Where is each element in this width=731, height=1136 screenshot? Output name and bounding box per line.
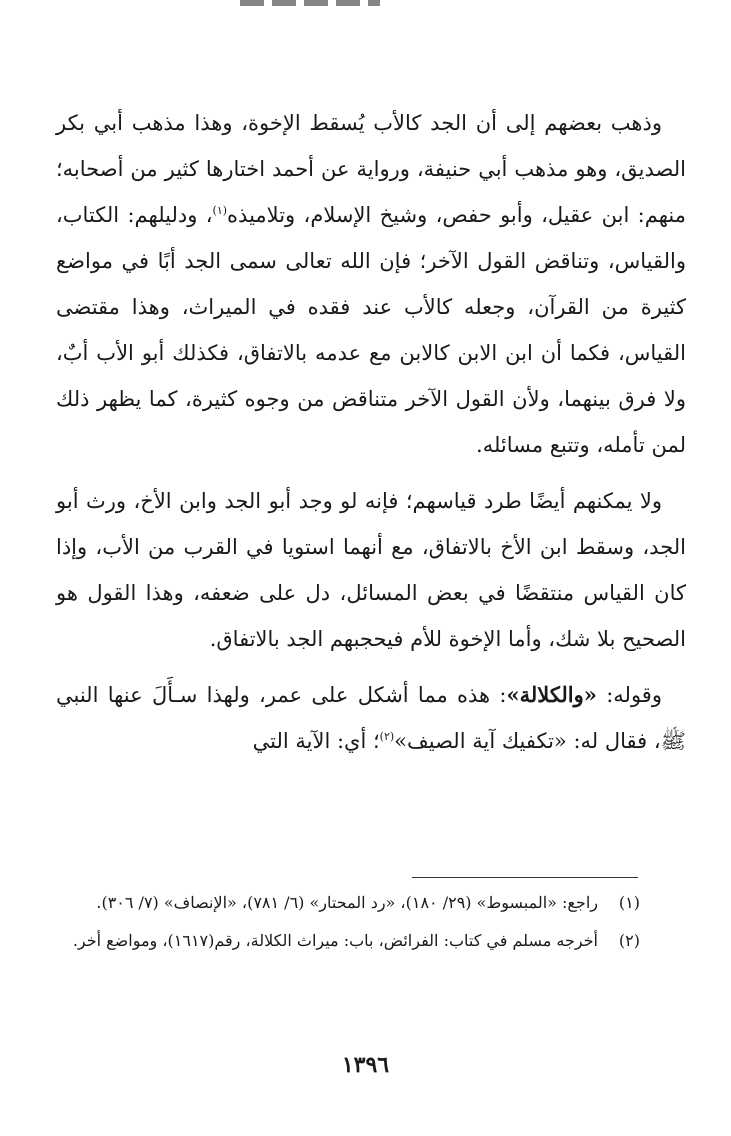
paragraph-2: ولا يمكنهم أيضًا طرد قياسهم؛ فإنه لو وجد أبو الجد وابن الأخ، ورث أبو الجد، وسقط ابن الأخ بالاتفاق، مع أنهما استويا في القرب من الأب، وإذا كان القياس منتقضًا في بعض المسائل، دل على ضعفه، وهذا القول هو الصحيح بلا شك، وأما الإخوة للأم فيحجبهم الجد بالاتفاق.	[56, 489, 686, 651]
page-number: ١٣٩٦	[341, 1052, 390, 1078]
paragraph-3-tail: ؛ أي: الآية التي	[252, 729, 380, 753]
footnote-number: (٢)	[618, 931, 640, 950]
footnote-ref-2[interactable]: (٢)	[379, 730, 395, 743]
main-text	[56, 100, 686, 764]
paragraph-1-head: وذهب بعضهم إلى أن الجد كالأب يُسقط الإخوة، وهذا مذهب أبي بكر الصديق، وهو مذهب أبي حنيفة، ورواية عن أحمد اختارها كثير من أصحابه؛ منهم: ابن عقيل، وأبو حفص، وشيخ الإسلام، وتلاميذه	[56, 111, 686, 227]
paragraph-3	[56, 672, 686, 764]
footnote-ref-1[interactable]: (١)	[212, 204, 228, 217]
footnote-separator	[412, 877, 638, 878]
top-decorative-rule	[240, 0, 380, 6]
paragraph-1-tail: ، ودليلهم: الكتاب، والقياس، وتناقض القول الآخر؛ فإن الله تعالى سمى الجد أبًا في مواضع كثيرة من القرآن، وجعله كالأب عند فقده في الميراث، وهذا مقتضى القياس، فكما أن ابن الابن كالابن مع عدمه بالاتفاق، فكذلك أبو الأب أبٌ، ولا فرق بينهما، ولأن القول الآخر متناقض من وجوه كثيرة، كما يظهر ذلك لمن تأمله، وتتبع مسائله.	[56, 203, 686, 457]
quoted-term: «والكلالة»	[506, 682, 597, 707]
footnote-2	[60, 926, 640, 956]
paragraph-3-mid: : هذه مما أشكل على عمر، ولهذا سـأَلَ عنها النبي ﷺ، فقال له: «تكفيك آية الصيف»	[56, 683, 686, 753]
footnotes	[60, 888, 640, 964]
paragraph-3-lead: وقوله:	[596, 683, 662, 707]
footnote-1	[60, 888, 640, 918]
footnote-number: (١)	[618, 893, 640, 912]
footnote-text: أخرجه مسلم في كتاب: الفرائض، باب: ميراث الكلالة، رقم(١٦١٧)، ومواضع أخر.	[72, 931, 598, 950]
footnote-text: راجع: «المبسوط» (٢٩/ ١٨٠)، «رد المحتار» (٦/ ٧٨١)، «الإنصاف» (٧/ ٣٠٦).	[96, 893, 598, 912]
paragraph-1	[56, 100, 686, 468]
